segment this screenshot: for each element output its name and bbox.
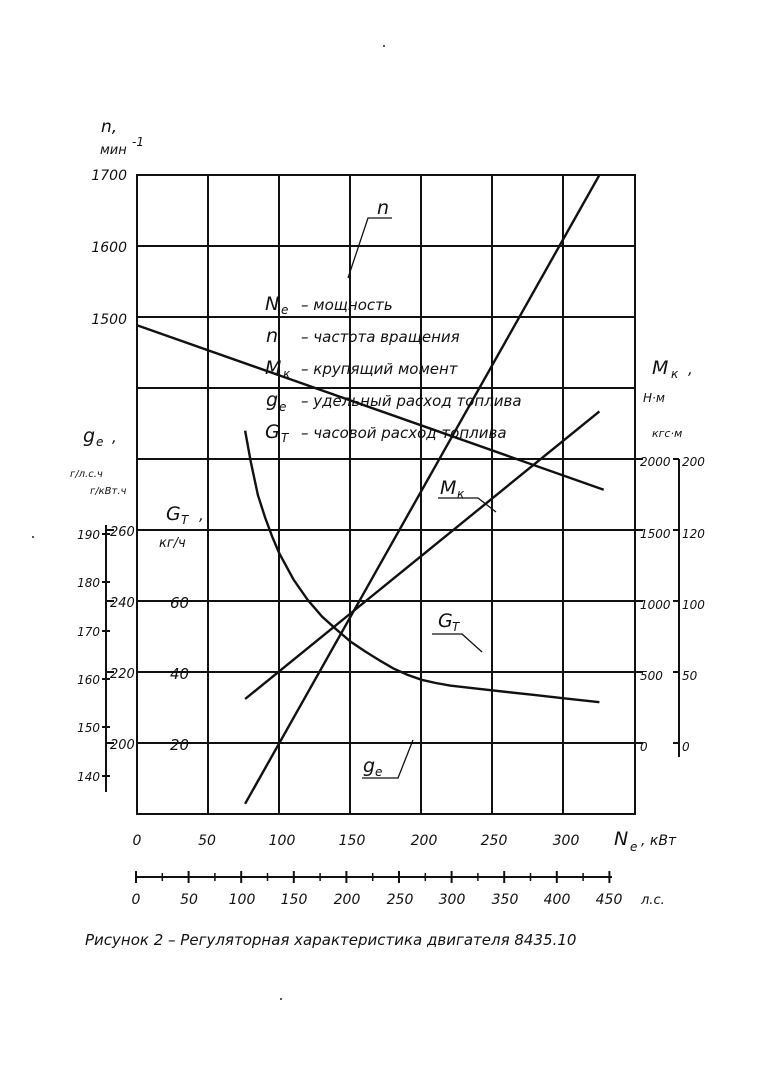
hp-tick-label: 100	[228, 892, 256, 908]
ge-hp-tick-label: 190	[77, 528, 100, 542]
mk-kgcm-tick-label: 100	[682, 598, 705, 612]
gt-tick-label: 40	[170, 665, 190, 683]
mk-kgcm-tick-label: 120	[682, 527, 705, 541]
hp-tick-label: 250	[386, 892, 414, 908]
ge-hp-tick-label: 160	[77, 673, 100, 687]
legend-text: – мощность	[301, 296, 393, 314]
legend-symbol: N	[265, 293, 280, 315]
mk-nm-tick-label: 1000	[640, 598, 671, 612]
mk-nm-tick-label: 0	[640, 740, 648, 754]
hp-tick-label: 0	[131, 892, 141, 908]
mk-nm-tick-label: 1500	[640, 527, 671, 541]
ge-hp-tick-label: 170	[77, 625, 100, 639]
gt-axis-label-comma: ,	[199, 506, 204, 524]
series-label-gt: G	[438, 610, 453, 632]
x-tick-label: 0	[132, 833, 142, 849]
hp-tick-label: 450	[595, 892, 623, 908]
legend-text: – удельный расход топлива	[301, 392, 522, 410]
mk-unit-kgcm: кгс·м	[652, 427, 683, 440]
ge-hp-tick-label: 140	[77, 770, 100, 784]
legend-subscript: e	[279, 400, 287, 414]
mk-kgcm-tick-label: 0	[682, 740, 690, 754]
x-tick-label: 50	[198, 833, 216, 849]
mk-nm-tick-label: 2000	[640, 455, 671, 469]
hp-axis	[136, 871, 612, 883]
hp-tick-label: 150	[280, 892, 308, 908]
n-tick-label: 1600	[91, 240, 127, 256]
n-axis-unit: мин	[100, 143, 127, 158]
legend-text: – частота вращения	[301, 328, 460, 346]
gt-tick-label: 20	[170, 736, 190, 754]
ge-axis-label-comma: ,	[112, 428, 117, 446]
hp-tick-label: 200	[333, 892, 361, 908]
speck	[383, 45, 385, 47]
x-axis-unit: , кВт	[641, 833, 677, 849]
ge-hp-tick-label: 150	[77, 721, 100, 735]
gt-axis-unit: кг/ч	[159, 536, 186, 551]
leader-mk	[438, 498, 496, 512]
speck	[280, 998, 282, 1000]
ge-kw-tick-label: 220	[110, 667, 135, 682]
series-line-Mk	[245, 175, 599, 804]
x-tick-label: 250	[480, 833, 508, 849]
n-axis-label: n,	[101, 117, 118, 137]
series-label-gt-sub: T	[452, 620, 460, 634]
leader-gt	[432, 634, 482, 652]
legend-symbol: G	[265, 421, 280, 443]
hp-axis-unit: л.с.	[641, 893, 665, 908]
hp-tick-label: 400	[543, 892, 571, 908]
series-label-ge: g	[363, 755, 376, 777]
x-tick-label: 300	[552, 833, 580, 849]
n-axis-unit-exp: -1	[132, 135, 144, 149]
leader-n	[348, 218, 392, 278]
speck	[32, 536, 34, 538]
series-label-n: n	[377, 197, 390, 219]
legend-text: – крупящий момент	[301, 360, 458, 378]
series-label-mk: M	[440, 477, 457, 499]
x-tick-label: 150	[338, 833, 366, 849]
series-label-ge-sub: e	[375, 765, 383, 779]
legend-text: – часовой расход топлива	[301, 424, 507, 442]
legend-symbol: g	[266, 389, 279, 411]
gt-tick-label: 60	[170, 594, 190, 612]
x-tick-label: 200	[410, 833, 438, 849]
ge-kw-tick-label: 260	[110, 525, 135, 540]
n-tick-label: 1700	[91, 168, 127, 184]
ge-unit-hp: г/л.с.ч	[70, 469, 103, 480]
gt-axis-label-sub: T	[181, 513, 189, 527]
series-line-Gt	[245, 411, 599, 699]
series-line-ge	[245, 431, 599, 703]
legend-subscript: T	[281, 431, 289, 445]
ge-unit-kw: г/кВт.ч	[90, 486, 127, 497]
legend-subscript: к	[283, 367, 291, 381]
mk-axis-label: M	[652, 357, 669, 379]
ge-axis-label-sub: e	[96, 435, 104, 449]
n-tick-label: 1500	[91, 312, 127, 328]
mk-kgcm-tick-label: 50	[682, 669, 698, 683]
mk-unit-nm: Н·м	[643, 391, 665, 405]
ge-hp-tick-label: 180	[77, 576, 100, 590]
x-tick-label: 100	[268, 833, 296, 849]
legend-symbol: n	[266, 325, 279, 347]
series-label-mk-sub: к	[457, 487, 465, 501]
ge-axis-label: g	[83, 425, 96, 447]
ge-kw-tick-label: 240	[110, 596, 135, 611]
hp-tick-label: 350	[491, 892, 519, 908]
plot-frame	[137, 175, 635, 814]
mk-nm-tick-label: 500	[640, 669, 663, 683]
legend-symbol: M	[265, 357, 282, 379]
mk-kgcm-tick-label: 200	[682, 455, 705, 469]
legend-subscript: e	[281, 303, 289, 317]
x-axis-label: N	[614, 828, 629, 850]
legend	[265, 293, 522, 445]
hp-tick-label: 300	[438, 892, 466, 908]
figure-caption: Рисунок 2 – Регуляторная характеристика двигателя 8435.10	[85, 931, 577, 949]
hp-tick-label: 50	[180, 892, 198, 908]
mk-axis-label-comma: ,	[688, 360, 693, 378]
mk-axis-label-sub: к	[671, 367, 679, 381]
gt-axis-label: G	[166, 503, 181, 525]
ge-kw-tick-label: 200	[110, 738, 135, 753]
grid	[137, 175, 635, 814]
x-axis-label-sub: e	[630, 840, 638, 854]
